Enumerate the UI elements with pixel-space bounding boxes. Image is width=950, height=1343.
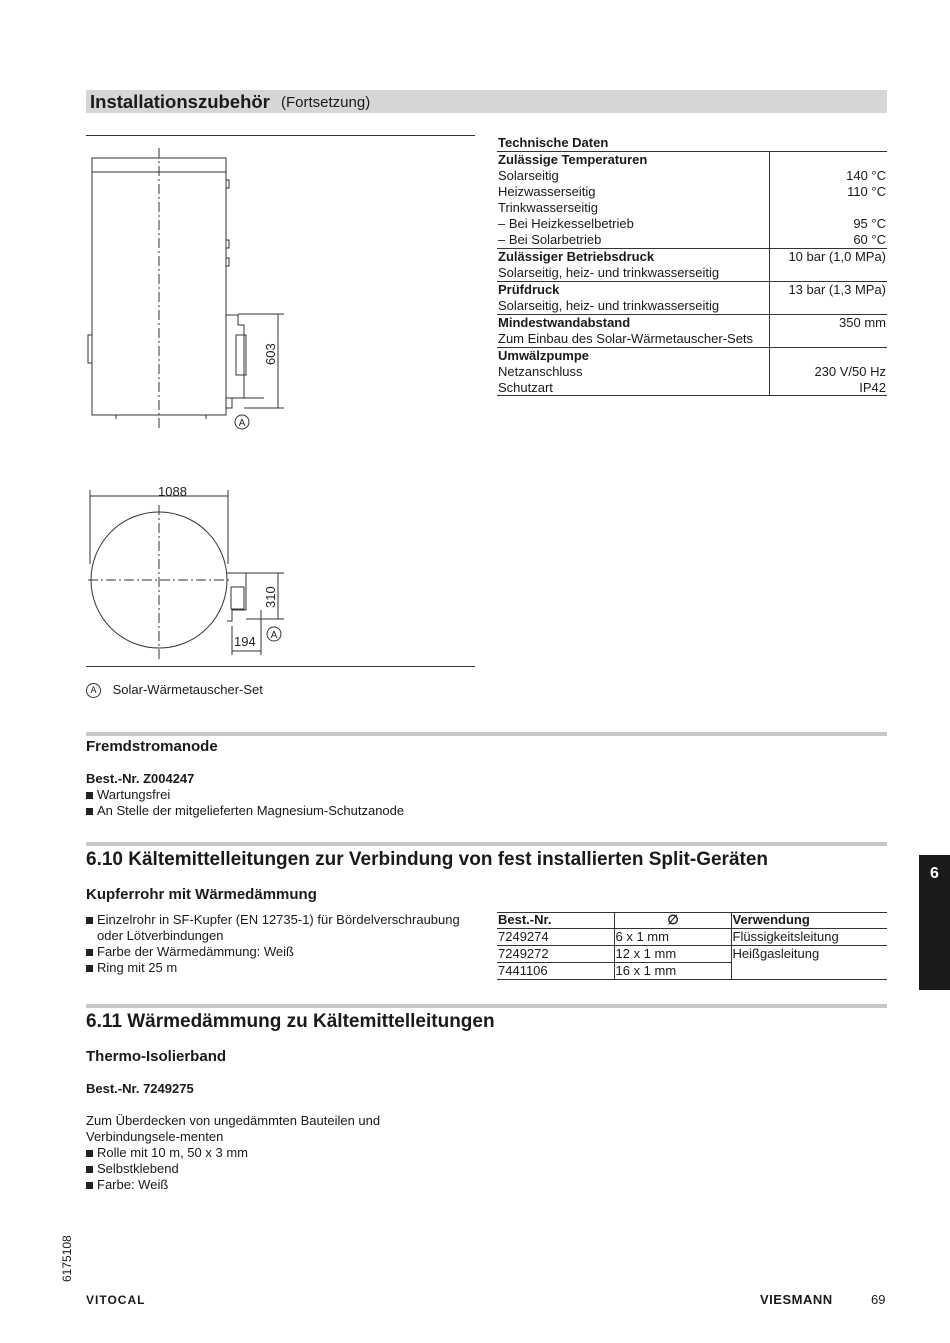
tech-row-label: – Bei Heizkesselbetrieb	[498, 216, 634, 231]
list-item: Ring mit 25 m	[86, 960, 466, 976]
chapter-tab	[919, 855, 950, 990]
tech-group-heading: Zulässige Temperaturen	[498, 152, 648, 167]
tech-row-label: Trinkwasserseitig	[498, 200, 598, 215]
tech-row-value: 140 °C	[846, 168, 886, 183]
tech-group-heading: Zulässiger Betriebsdruck	[498, 249, 655, 264]
tech-row-value: 60 °C	[853, 232, 886, 247]
tech-row	[497, 200, 887, 216]
tech-row	[497, 168, 887, 184]
tech-data-table	[497, 135, 887, 396]
section-611-bullets	[86, 1145, 466, 1193]
list-item: Farbe: Weiß	[86, 1177, 466, 1193]
tech-table-bottom-rule	[497, 395, 887, 396]
doc-number: 6175108	[60, 1235, 74, 1282]
tech-row-label: Solarseitig	[498, 168, 559, 183]
drawing-legend	[86, 682, 263, 698]
cell-order-number: 7249274	[497, 929, 614, 946]
tech-row-label: Zum Einbau des Solar-Wärmetauscher-Sets	[498, 331, 754, 346]
tech-group-heading-row	[497, 314, 887, 331]
tech-row	[497, 331, 887, 347]
tech-row	[497, 298, 887, 314]
tech-row-label: – Bei Solarbetrieb	[498, 232, 602, 247]
chapter-number: 6	[930, 865, 939, 882]
tech-row	[497, 216, 887, 232]
dim-height-label: 603	[263, 343, 278, 365]
col-header-order-number: Best.-Nr.	[497, 912, 614, 929]
dim-offset-label: 194	[234, 634, 256, 649]
tech-row	[497, 380, 887, 396]
tech-row-label: Schutzart	[498, 380, 553, 395]
tech-row	[497, 364, 887, 380]
col-header-usage: Verwendung	[731, 912, 887, 929]
tech-group-heading: Mindestwandabstand	[498, 315, 631, 330]
cell-diameter: 6 x 1 mm	[614, 929, 731, 946]
tech-row-label: Heizwasserseitig	[498, 184, 596, 199]
dim-depth-label: 310	[263, 586, 278, 608]
dim-width-label: 1088	[158, 484, 187, 499]
tech-row-value: 230 V/50 Hz	[814, 364, 886, 379]
anode-rule	[86, 732, 887, 736]
legend-marker: A	[86, 683, 101, 698]
tech-group-heading-row	[497, 151, 887, 168]
cell-order-number: 7441106	[497, 963, 614, 980]
tech-table-title: Technische Daten	[498, 135, 609, 150]
section-610-subheading: Kupferrohr mit Wärmedämmung	[86, 886, 317, 903]
tech-group-heading-row	[497, 281, 887, 298]
section-610-rule	[86, 842, 887, 846]
list-item: Einzelrohr in SF-Kupfer (EN 12735-1) für Bördelverschraubung oder Lötverbindungen	[86, 912, 466, 944]
tech-group-value: 13 bar (1,3 MPa)	[788, 282, 886, 297]
table-row	[497, 963, 887, 980]
table-row	[497, 929, 887, 946]
page-number: 69	[871, 1292, 886, 1307]
anode-bullets	[86, 787, 486, 819]
tech-row-value: IP42	[859, 380, 886, 395]
section-611-rule	[86, 1004, 887, 1008]
tech-row	[497, 232, 887, 248]
tech-row	[497, 265, 887, 281]
legend-text: Solar-Wärmetauscher-Set	[112, 682, 263, 697]
cell-usage: Heißgasleitung	[731, 946, 887, 963]
list-item: An Stelle der mitgelieferten Magnesium-Schutzanode	[86, 803, 486, 819]
cell-usage: Flüssigkeitsleitung	[731, 929, 887, 946]
product-name: VITOCAL	[86, 1293, 146, 1307]
section-611-subheading: Thermo-Isolierband	[86, 1048, 227, 1065]
anode-heading: Fremdstromanode	[86, 738, 218, 755]
tech-row	[497, 184, 887, 200]
tech-row-value: 95 °C	[853, 216, 886, 231]
section-header-bar	[86, 90, 887, 113]
section-611-order-number: Best.-Nr. 7249275	[86, 1081, 194, 1096]
tech-group-heading-row	[497, 248, 887, 265]
list-item: Farbe der Wärmedämmung: Weiß	[86, 944, 466, 960]
section-610-heading: 6.10 Kältemittelleitungen zur Verbindung von fest installierten Split-Geräten	[86, 849, 769, 870]
col-header-diameter: ∅	[614, 912, 731, 929]
cell-diameter: 16 x 1 mm	[614, 963, 731, 980]
callout-a-top: A	[270, 630, 278, 641]
drawing-top-rule	[86, 135, 475, 136]
list-item: Rolle mit 10 m, 50 x 3 mm	[86, 1145, 466, 1161]
tech-group-heading-row	[497, 347, 887, 364]
tech-group-heading: Prüfdruck	[498, 282, 560, 297]
section-611-intro: Zum Überdecken von ungedämmten Bauteilen und Verbindungsele-menten	[86, 1113, 381, 1144]
tech-row-value: 110 °C	[847, 184, 886, 199]
pipe-table	[497, 912, 887, 980]
header-subtitle: (Fortsetzung)	[281, 94, 371, 111]
list-item: Wartungsfrei	[86, 787, 486, 803]
section-611-heading: 6.11 Wärmedämmung zu Kältemittelleitungen	[86, 1011, 495, 1032]
drawing-bottom-rule	[86, 666, 475, 667]
list-item: Selbstklebend	[86, 1161, 466, 1177]
table-header-row	[497, 912, 887, 929]
tech-group-value: 350 mm	[839, 315, 886, 330]
technical-drawing	[86, 140, 316, 665]
table-row	[497, 946, 887, 963]
header-title: Installationszubehör	[90, 91, 270, 112]
callout-a-side: A	[238, 418, 246, 429]
cell-order-number: 7249272	[497, 946, 614, 963]
cell-diameter: 12 x 1 mm	[614, 946, 731, 963]
tech-row-label: Solarseitig, heiz- und trinkwasserseitig	[498, 298, 720, 313]
anode-order-number: Best.-Nr. Z004247	[86, 771, 195, 786]
tech-group-value: 10 bar (1,0 MPa)	[788, 249, 886, 264]
cell-usage	[731, 963, 887, 980]
tech-group-heading: Umwälzpumpe	[498, 348, 590, 363]
brand-logo: VIESMANN	[760, 1292, 833, 1307]
section-610-bullets	[86, 912, 466, 976]
tech-row-label: Solarseitig, heiz- und trinkwasserseitig	[498, 265, 720, 280]
tech-row-label: Netzanschluss	[498, 364, 583, 379]
